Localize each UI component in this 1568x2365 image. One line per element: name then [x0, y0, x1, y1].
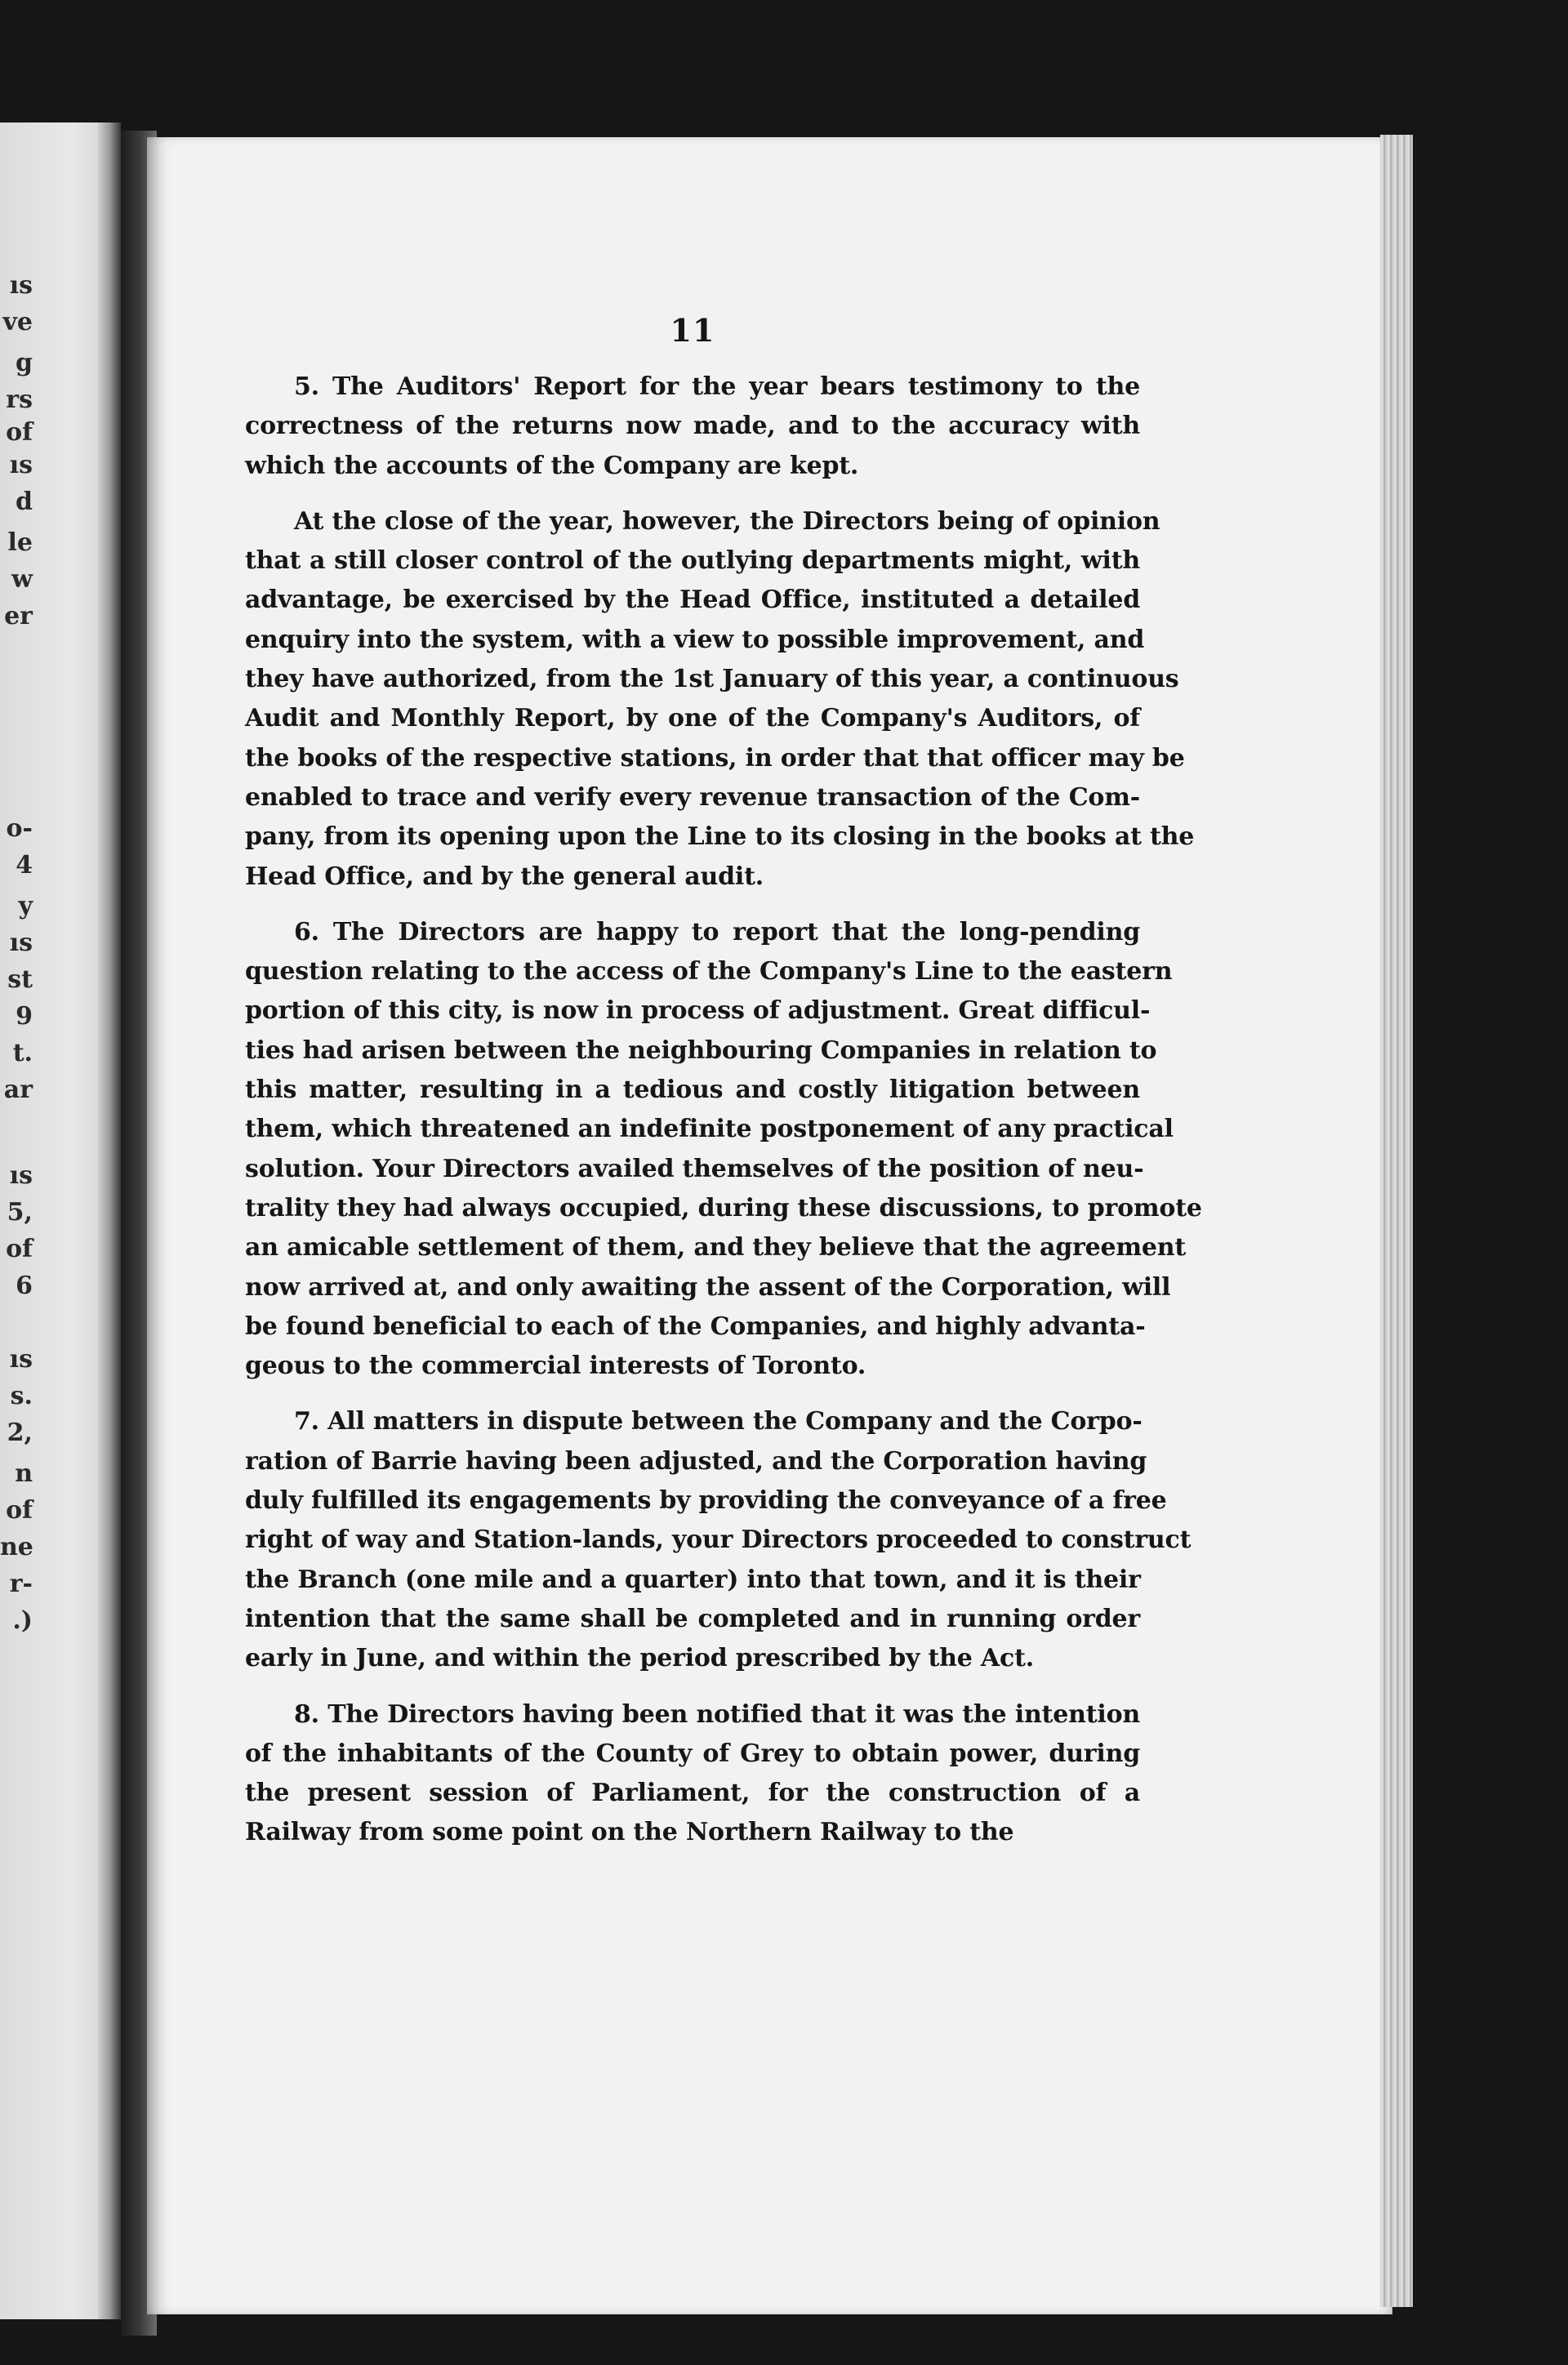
- text-line: of the inhabitants of the County of Grey to obtain power, during: [245, 1739, 1140, 1768]
- previous-page-fragment: 9: [16, 1002, 33, 1031]
- text-line: the present session of Parliament, for the construction of a: [245, 1779, 1140, 1808]
- previous-page-fragment: ıs: [9, 929, 33, 957]
- previous-page-fragment: r-: [9, 1570, 33, 1598]
- previous-page-fragment: of: [6, 1496, 33, 1525]
- previous-page-fragment: y: [18, 892, 33, 920]
- previous-page-fragment: 4: [16, 851, 33, 880]
- page-content: [245, 310, 1202, 1869]
- text-line: the Branch (one mile and a quarter) into that town, and it is their: [245, 1565, 1141, 1594]
- previous-page-edge: [98, 122, 121, 2319]
- text-line: Head Office, and by the general audit.: [245, 862, 764, 891]
- text-line: they have authorized, from the 1st January of this year, a continuous: [245, 665, 1179, 694]
- previous-page-fragment: w: [11, 565, 33, 594]
- previous-page-fragment: ıs: [9, 271, 33, 300]
- previous-page-fragment: s.: [10, 1382, 33, 1410]
- paragraph: [245, 367, 1140, 486]
- previous-page-fragment: 2,: [7, 1419, 33, 1447]
- previous-page: [0, 122, 121, 2319]
- previous-page-fragment: o-: [6, 814, 33, 843]
- text-line: an amicable settlement of them, and they believe that the agreement: [245, 1233, 1187, 1263]
- previous-page-fragment: le: [7, 528, 33, 557]
- text-line: geous to the commercial interests of Toronto.: [245, 1352, 866, 1381]
- text-line: early in June, and within the period prescribed by the Act.: [245, 1644, 1034, 1673]
- paragraph: [245, 1402, 1192, 1678]
- paragraph: [245, 502, 1195, 897]
- text-line: 7. All matters in dispute between the Company and the Corpo-: [294, 1407, 1143, 1436]
- text-line: portion of this city, is now in process of adjustment. Great difficul-: [245, 996, 1151, 1026]
- previous-page-fragment: 5,: [7, 1198, 33, 1227]
- text-line: Audit and Monthly Report, by one of the Company's Auditors, of: [245, 704, 1140, 733]
- text-line: now arrived at, and only awaiting the assent of the Corporation, will: [245, 1272, 1171, 1302]
- previous-page-fragment: t.: [12, 1039, 33, 1067]
- previous-page-fragment: g: [16, 349, 33, 377]
- previous-page-fragment: er: [4, 602, 33, 630]
- text-line: 5. The Auditors' Report for the year bears testimony to the: [294, 372, 1140, 401]
- paragraph: [245, 1695, 1140, 1853]
- text-line: duly fulfilled its engagements by providing the conveyance of a free: [245, 1486, 1167, 1516]
- text-line: enquiry into the system, with a view to possible improvement, and: [245, 625, 1145, 654]
- previous-page-fragment: 6: [16, 1272, 33, 1300]
- text-line: 8. The Directors having been notified that it was the intention: [294, 1699, 1140, 1729]
- previous-page-fragment: ıs: [9, 1161, 33, 1190]
- previous-page-fragment: .): [12, 1606, 33, 1635]
- text-line: enabled to trace and verify every revenue transaction of the Com-: [245, 782, 1140, 812]
- text-line: Railway from some point on the Northern Railway to the: [245, 1818, 1014, 1847]
- text-line: that a still closer control of the outlying departments might, with: [245, 546, 1140, 576]
- previous-page-fragment: of: [6, 1235, 33, 1263]
- paragraph: [245, 913, 1202, 1387]
- previous-page-fragment: ıs: [9, 451, 33, 479]
- previous-page-fragment: ve: [2, 308, 33, 336]
- text-line: this matter, resulting in a tedious and costly litigation between: [245, 1076, 1140, 1105]
- text-line: solution. Your Directors availed themselves of the position of neu-: [245, 1154, 1144, 1183]
- previous-page-fragment: ar: [3, 1076, 33, 1104]
- page-stack-edge: [1380, 135, 1413, 2307]
- previous-page-fragment: rs: [6, 385, 33, 414]
- text-line: correctness of the returns now made, and to the accuracy with: [245, 412, 1140, 441]
- previous-page-fragment: of: [6, 418, 33, 447]
- text-line: 6. The Directors are happy to report that the long-pending: [294, 917, 1140, 946]
- text-line: advantage, be exercised by the Head Office, instituted a detailed: [245, 586, 1140, 615]
- text-line: ration of Barrie having been adjusted, and the Corporation having: [245, 1446, 1147, 1476]
- previous-page-fragment: ıs: [9, 1345, 33, 1374]
- page-body: [245, 367, 1202, 1853]
- text-line: right of way and Station-lands, your Directors proceeded to construct: [245, 1525, 1192, 1555]
- text-line: which the accounts of the Company are kept.: [245, 451, 859, 480]
- previous-page-fragment: d: [16, 488, 33, 516]
- text-line: be found beneficial to each of the Companies, and highly advanta-: [245, 1312, 1146, 1341]
- text-line: At the close of the year, however, the Directors being of opinion: [294, 506, 1160, 536]
- text-line: them, which threatened an indefinite postponement of any practical: [245, 1115, 1174, 1144]
- text-line: pany, from its opening upon the Line to its closing in the books at the: [245, 822, 1195, 852]
- text-line: question relating to the access of the Company's Line to the eastern: [245, 957, 1173, 987]
- page-number: 11: [670, 312, 715, 349]
- text-line: ties had arisen between the neighbouring Companies in relation to: [245, 1036, 1157, 1065]
- previous-page-fragment: n: [15, 1459, 33, 1488]
- text-line: trality they had always occupied, during these discussions, to promote: [245, 1193, 1202, 1223]
- previous-page-fragment: st: [7, 965, 33, 994]
- text-line: intention that the same shall be completed and in running order: [245, 1604, 1140, 1633]
- text-line: the books of the respective stations, in order that that officer may be: [245, 743, 1185, 773]
- previous-page-fragment: ne: [0, 1533, 33, 1561]
